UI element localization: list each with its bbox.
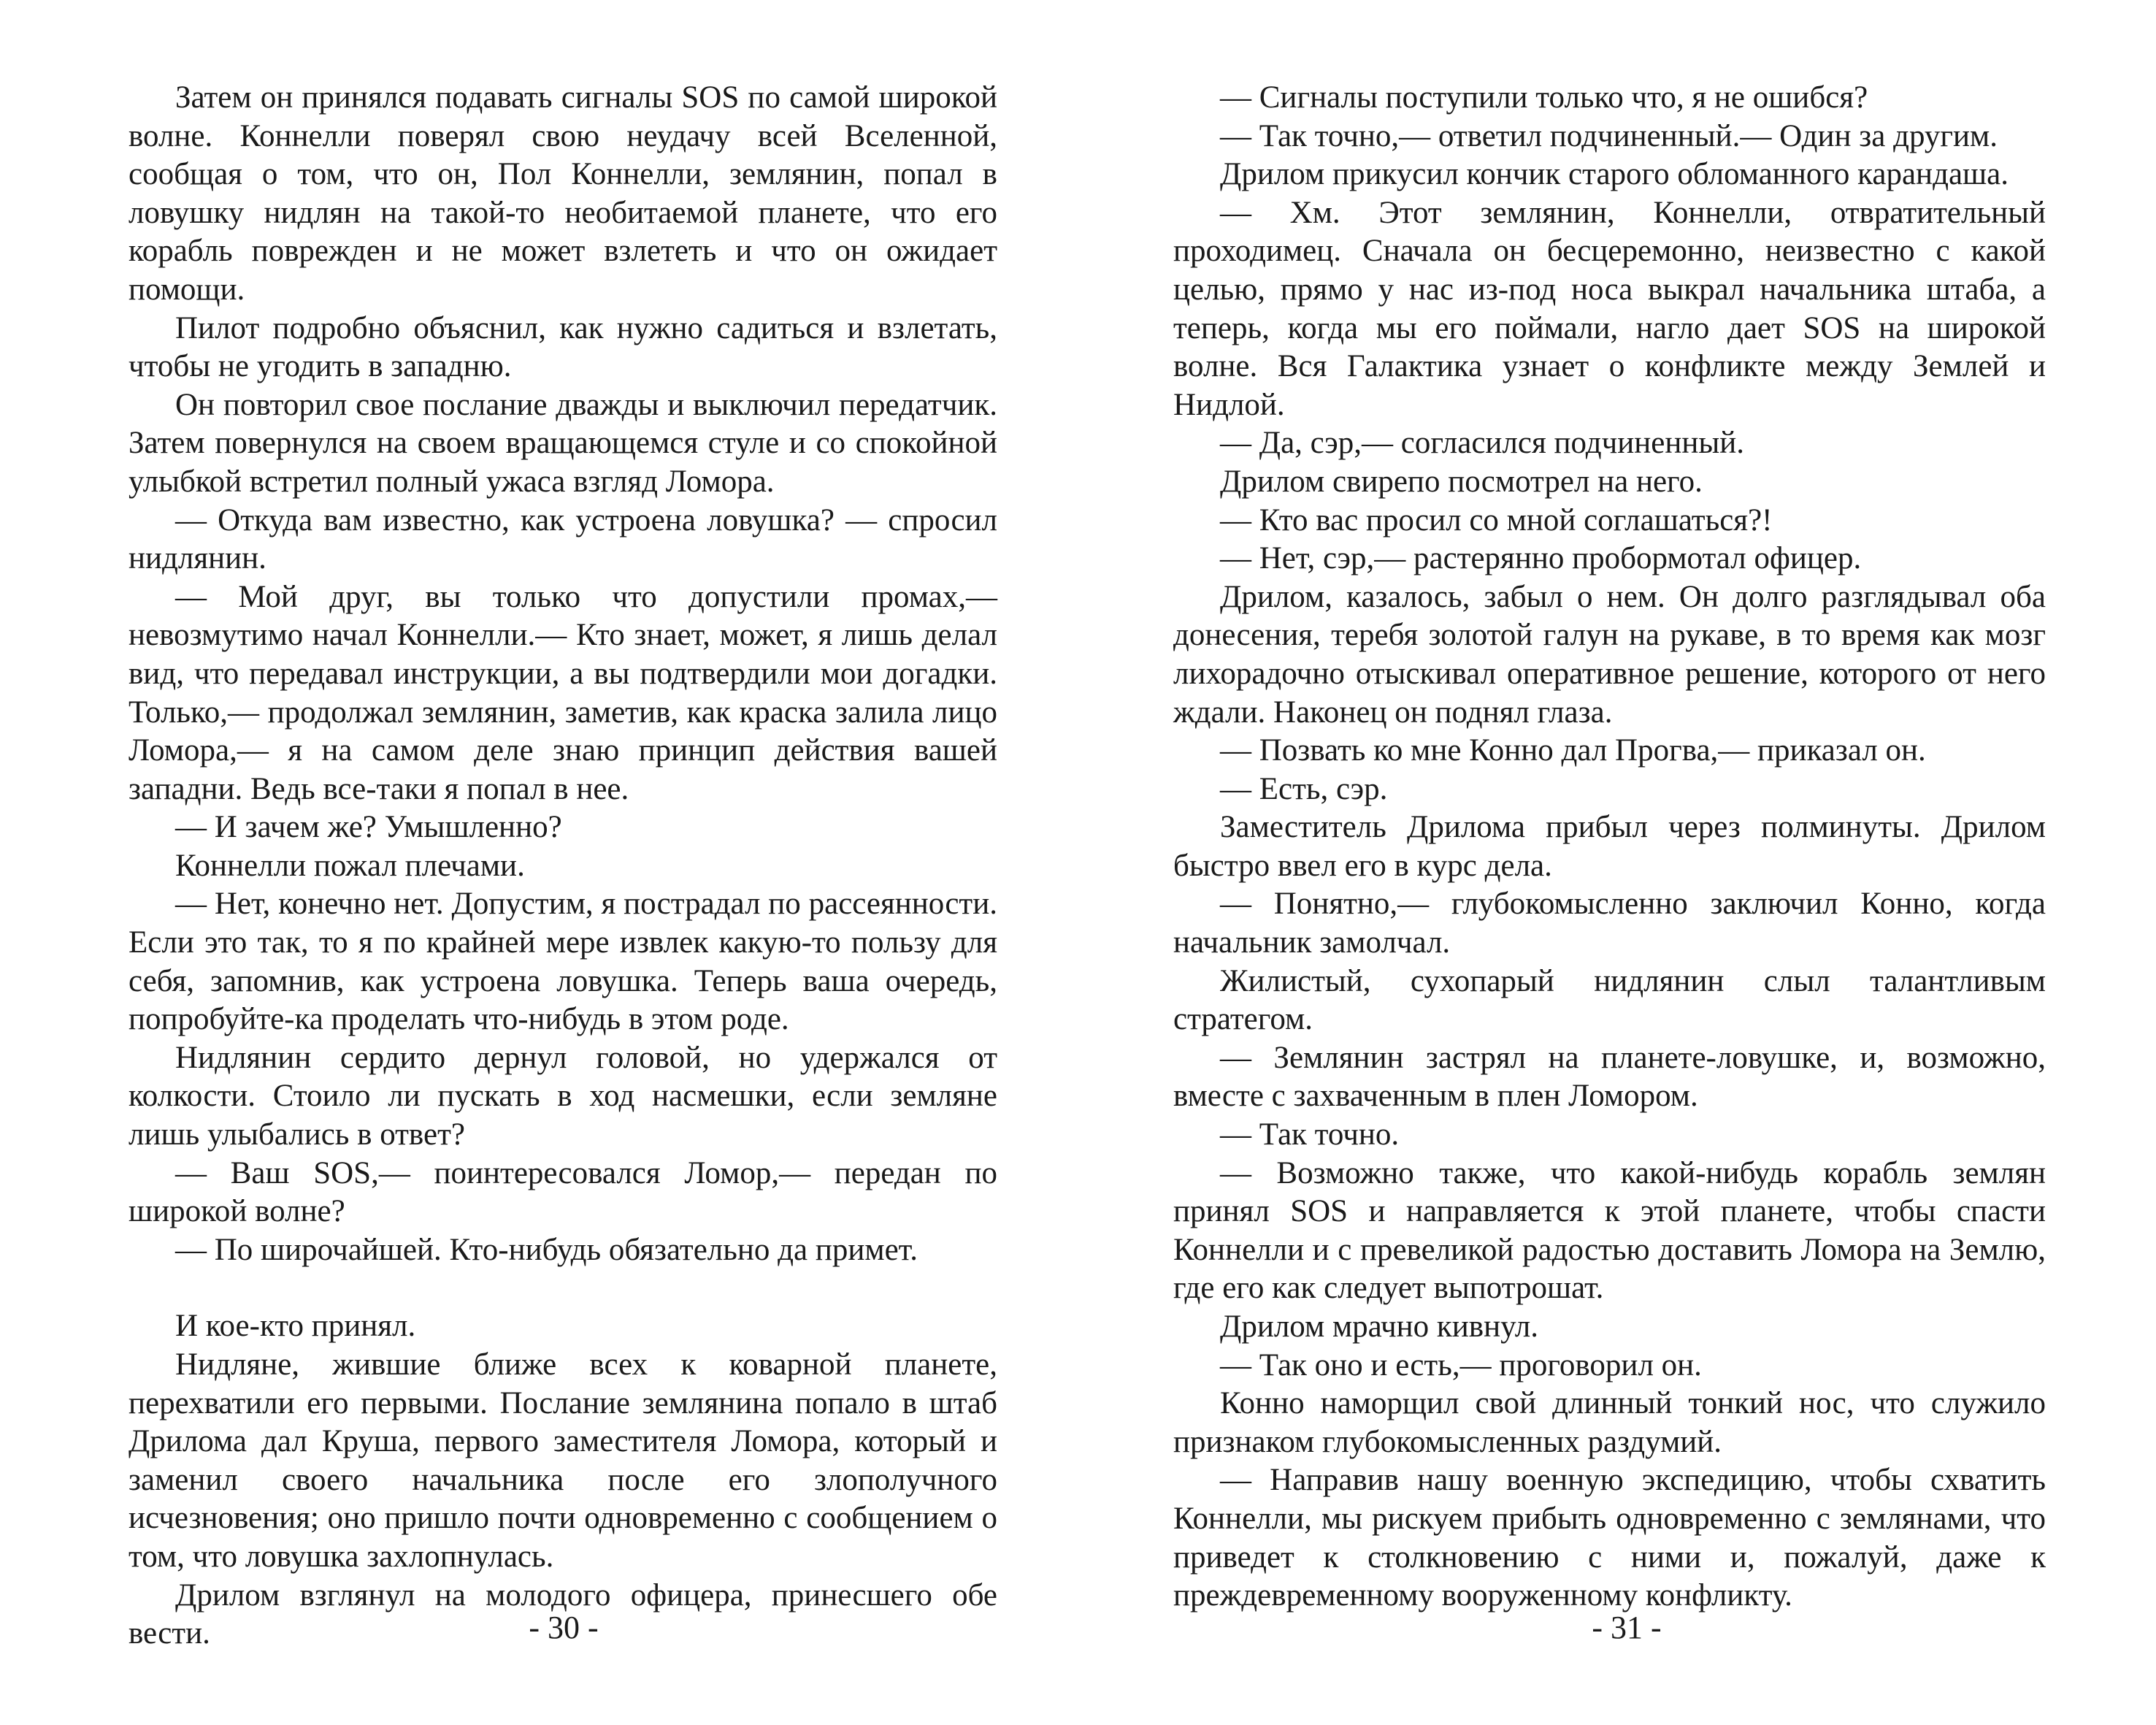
paragraph: Пилот подробно объяснил, как нужно садиться и взлетать, чтобы не угодить в западню.: [128, 310, 997, 384]
page-number-right: - 31 -: [1592, 1610, 1662, 1645]
paragraph: Конно наморщил свой длинный тонкий нос, что служило признаком глубокомысленных раздумий.: [1173, 1386, 2046, 1459]
paragraph: — Возможно также, что какой-нибудь корабль землян принял SOS и направляется к этой планете, чтобы спасти Коннелли и с превеликой радостью доставить Ломора на Землю, где его как следует выпотрошат.: [1173, 1155, 2046, 1306]
paragraph: Нидлянин сердито дернул головой, но удержался от колкости. Стоило ли пускать в ход насмешки, если земляне лишь улыбались в ответ?: [128, 1040, 997, 1152]
paragraph: Дрилом, казалось, забыл о нем. Он долго разглядывал оба донесения, теребя золотой галун на рукаве, в то время как мозг лихорадочно отыскивал оперативное решение, которого от него ждали. Наконец он поднял глаза.: [1173, 579, 2046, 730]
page-number-left: - 30 -: [529, 1610, 599, 1645]
paragraph: — Землянин застрял на планете-ловушке, и, возможно, вместе с захваченным в плен Ломором.: [1173, 1040, 2046, 1114]
paragraph: — Хм. Этот землянин, Коннелли, отвратительный проходимец. Сначала он бесцеремонно, неизвестно с какой целью, прямо у нас из-под носа выкрал начальника штаба, а теперь, когда мы его поймали, нагло дает SOS на широкой волне. Вся Галактика узнает о конфликте между Землей и Нидлой.: [1173, 195, 2046, 422]
paragraph: Он повторил свое послание дважды и выключил передатчик. Затем повернулся на своем вращающемся стуле и со спокойной улыбкой встретил полный ужаса взгляд Ломора.: [128, 387, 997, 499]
paragraph: — Мой друг, вы только что допустили промах,— невозмутимо начал Коннелли.— Кто знает, может, я лишь делал вид, что передавал инструкции, а вы подтвердили мои догадки. Только,— продолжал землянин, заметив, как краска залила лицо Ломора,— я на самом деле знаю принцип действия вашей западни. Ведь все-таки я попал в нее.: [128, 579, 997, 806]
paragraph: — Да, сэр,— согласился подчиненный.: [1220, 426, 1745, 461]
paragraph: — Откуда вам известно, как устроена ловушка? — спросил нидлянин.: [128, 502, 997, 576]
paragraph: — По широчайшей. Кто-нибудь обязательно да примет.: [175, 1232, 918, 1267]
paragraph: Коннелли пожал плечами.: [175, 848, 525, 883]
paragraph: Дрилом взглянул на молодого офицера, принесшего обе вести.: [128, 1577, 997, 1651]
paragraph: — Нет, конечно нет. Допустим, я пострадал по рассеянности. Если это так, то я по крайней мере извлек какую-то пользу для себя, запомнив, как устроена ловушка. Теперь ваша очередь, попробуйте-ка проделать что-нибудь в этом роде.: [128, 887, 997, 1037]
paragraph: Затем он принялся подавать сигналы SOS по самой широкой волне. Коннелли поверял свою неудачу всей Вселенной, сообщая о том, что он, Пол Коннелли, землянин, попал в ловушку нидлян на такой-то необитаемой планете, что его корабль поврежден и не может взлететь и что он ожидает помощи.: [128, 80, 997, 307]
right-page: [1173, 79, 2046, 1615]
paragraph: Нидляне, жившие ближе всех к коварной планете, перехватили его первыми. Послание землянина попало в штаб Дрилома дал Круша, первого заместителя Ломора, который и заменил своего начальника после его злополучного исчезновения; оно пришло почти одновременно с сообщением о том, что ловушка захлопнулась.: [128, 1347, 997, 1574]
paragraph: И кое-кто принял.: [175, 1309, 416, 1344]
paragraph: — Понятно,— глубокомысленно заключил Конно, когда начальник замолчал.: [1173, 887, 2046, 960]
paragraph: — Сигналы поступили только что, я не ошибся?: [1220, 80, 1868, 115]
paragraph: Дрилом прикусил кончик старого обломанного карандаша.: [1220, 157, 2009, 192]
paragraph: — Кто вас просил со мной соглашаться?!: [1220, 502, 1773, 538]
paragraph: — Направив нашу военную экспедицию, чтобы схватить Коннелли, мы рискуем прибыть одновременно с землянами, что приведет к столкновению с ними и, пожалуй, даже к преждевременному вооруженному конфликту.: [1173, 1463, 2046, 1613]
paragraph: — Есть, сэр.: [1220, 771, 1388, 806]
paragraph: — Так точно,— ответил подчиненный.— Один за другим.: [1220, 118, 1998, 153]
paragraph: Дрилом мрачно кивнул.: [1220, 1309, 1538, 1344]
paragraph: Дрилом свирепо посмотрел на него.: [1220, 464, 1703, 499]
paragraph: — Нет, сэр,— растерянно пробормотал офицер.: [1220, 541, 1862, 576]
paragraph: — И зачем же? Умышленно?: [175, 810, 562, 845]
paragraph: Заместитель Дрилома прибыл через полминуты. Дрилом быстро ввел его в курс дела.: [1173, 810, 2046, 883]
paragraph: — Так оно и есть,— проговорил он.: [1220, 1347, 1702, 1382]
left-page: [128, 79, 997, 1653]
paragraph: — Так точно.: [1220, 1117, 1400, 1152]
paragraph: Жилистый, сухопарый нидлянин слыл талантливым стратегом.: [1173, 963, 2046, 1037]
paragraph: — Позвать ко мне Конно дал Прогва,— приказал он.: [1220, 733, 1926, 768]
paragraph: — Ваш SOS,— поинтересовался Ломор,— передан по широкой волне?: [128, 1155, 997, 1229]
